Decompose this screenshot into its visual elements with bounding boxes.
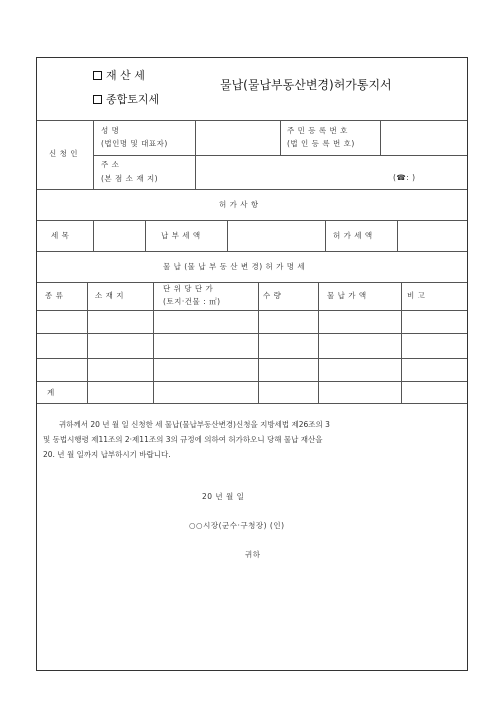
column-unit-price: 단 위 당 단 가 (163, 284, 214, 293)
divider (37, 403, 467, 404)
permit-section-title: 허 가 사 항 (219, 200, 259, 209)
phone-field: (☎: ) (393, 173, 416, 182)
divider (37, 282, 467, 283)
id-sublabel: (법 인 등 록 번 호) (287, 139, 355, 148)
issuer-signature: ○○시장(군수·구청장) (인) (189, 521, 285, 530)
divider (280, 120, 281, 155)
divider (37, 381, 467, 382)
divider (93, 155, 467, 156)
address-label: 주 소 (101, 160, 120, 169)
divider (145, 220, 146, 251)
payment-amount-label: 납 부 세 액 (161, 231, 201, 240)
divider (37, 251, 467, 252)
divider (397, 220, 398, 251)
address-sublabel: (본 점 소 재 지) (101, 174, 159, 183)
permit-notice-form (36, 57, 468, 671)
divider (37, 120, 467, 121)
column-payment-value: 물 납 가 액 (327, 291, 367, 300)
recipient-label: 귀하 (245, 550, 261, 559)
divider (325, 220, 326, 251)
column-remarks: 비 고 (407, 291, 426, 300)
divider (37, 333, 467, 334)
total-label: 계 (47, 388, 55, 397)
divider (37, 220, 467, 221)
form-title: 물납(물납부동산변경)허가통지서 (220, 78, 392, 92)
divider (227, 220, 228, 251)
notice-line: 및 동법시행령 제11조의 2·제11조의 3의 규정에 의하여 허가하오니 당해 물납 재산을 (43, 435, 323, 444)
divider (37, 358, 467, 359)
column-location: 소 재 지 (95, 291, 125, 300)
tax-option-label: 재 산 세 (106, 69, 145, 82)
divider (258, 282, 259, 403)
divider (318, 282, 319, 403)
divider (195, 120, 196, 189)
tax-option-land[interactable] (93, 93, 159, 107)
divider (380, 120, 381, 155)
column-type: 종 류 (45, 291, 64, 300)
issue-date: 20 년 월 일 (202, 492, 245, 501)
name-label: 성 명 (101, 126, 120, 135)
notice-line: 귀하께서 20 년 월 일 신청한 세 물납(물납부동산변경)신청을 지방세법 제26조의 3 (59, 420, 330, 429)
applicant-section-label: 신 청 인 (49, 149, 79, 158)
divider (93, 120, 94, 189)
tax-option-label: 종합토지세 (106, 93, 160, 106)
divider (153, 282, 154, 403)
divider (93, 220, 94, 251)
column-unit-price-sub: (토지·건물 : ㎡) (163, 297, 221, 306)
checkbox-icon[interactable] (93, 95, 102, 104)
divider (37, 310, 467, 311)
name-sublabel: (법인명 및 대표자) (101, 139, 168, 148)
tax-option-property[interactable] (93, 69, 145, 83)
divider (37, 189, 467, 190)
divider (401, 282, 402, 403)
id-label: 주 민 등 록 번 호 (287, 126, 348, 135)
tax-item-label: 세 목 (51, 231, 70, 240)
permit-amount-label: 허 가 세 액 (333, 231, 373, 240)
notice-line: 20. 년 월 일까지 납부하시기 바랍니다. (43, 450, 171, 459)
checkbox-icon[interactable] (93, 71, 102, 80)
column-quantity: 수 량 (263, 291, 282, 300)
detail-section-title: 물 납 (물 납 부 동 산 변 경) 허 가 명 세 (163, 262, 306, 271)
divider (87, 282, 88, 403)
